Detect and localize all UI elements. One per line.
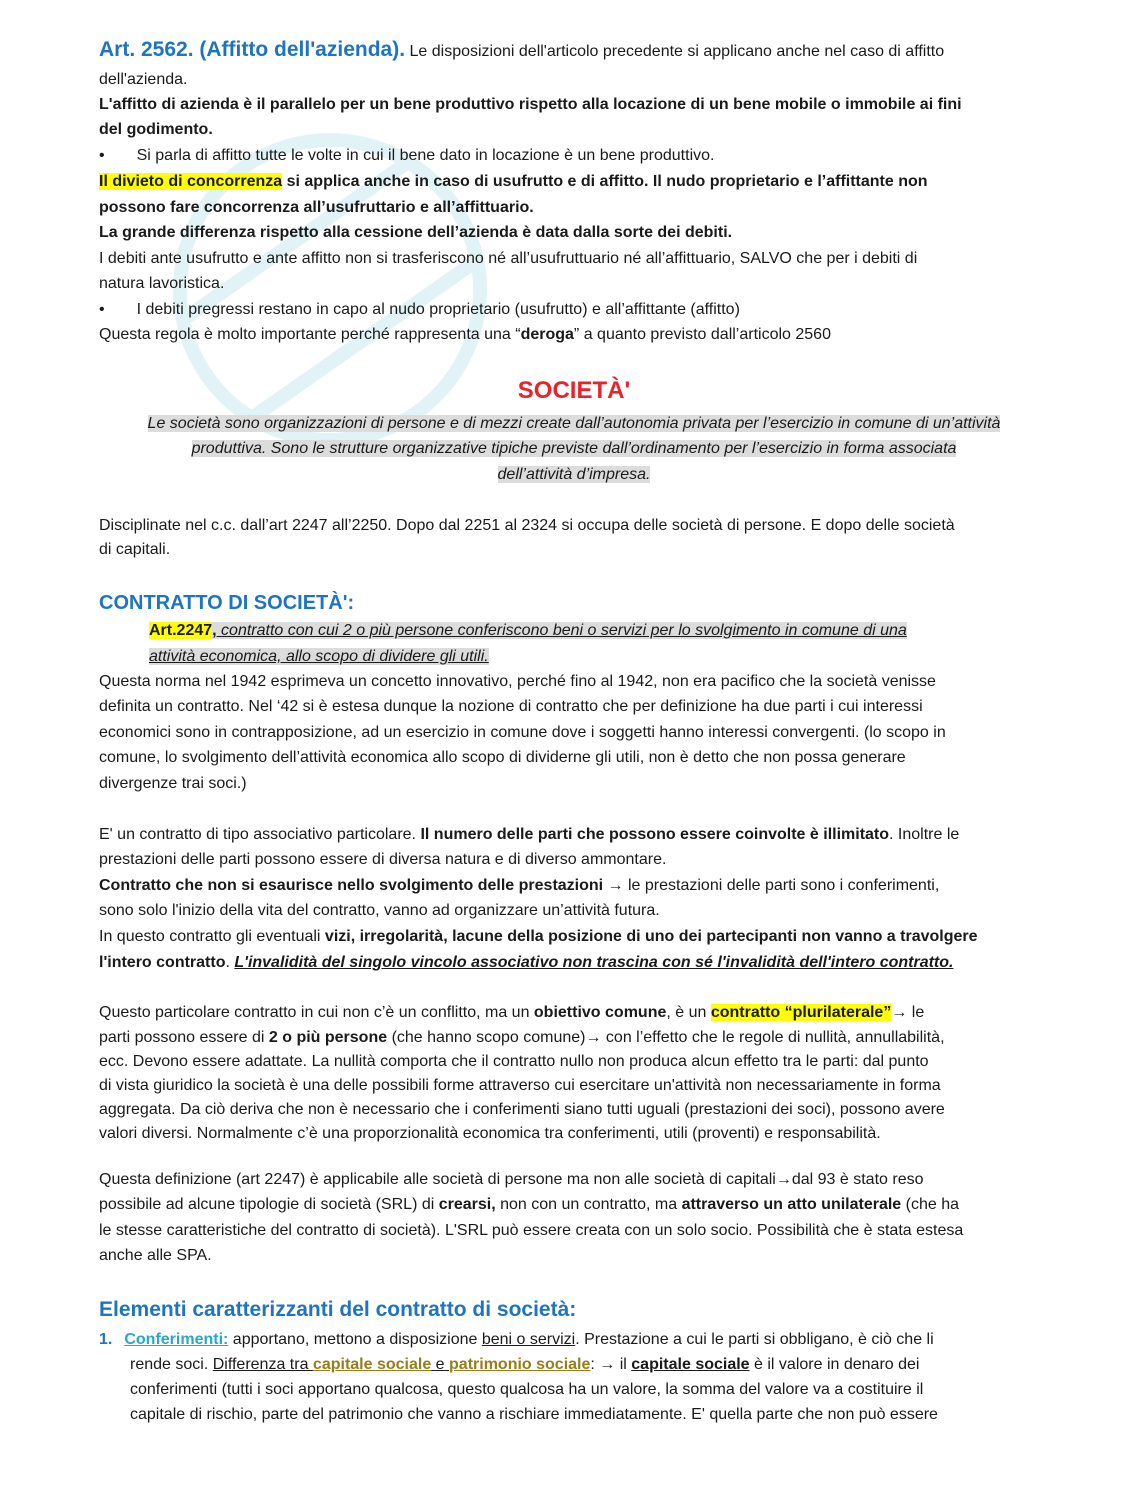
section-heading-contratto: CONTRATTO DI SOCIETÀ': bbox=[99, 592, 355, 614]
text-line: economici sono in contrapposizione, ad un esercizio in comune dove i soggetti hanno interessi convergenti. (lo scopo in bbox=[99, 724, 946, 741]
text-line: valori diversi. Normalmente c’è una proporzionalità economica tra conferimenti, utili (proventi) e responsabilità. bbox=[99, 1125, 881, 1142]
definition-line: Le società sono organizzazioni di persone e di mezzi create dall’autonomia privata per l’esercizio in comune di un’attività bbox=[147, 415, 1001, 432]
text-line: ecc. Devono essere adattate. La nullità comporta che il contratto nullo non produca alcun effetto tra le parti: dal punto bbox=[99, 1053, 929, 1070]
text-line: parti possono essere di 2 o più persone (che hanno scopo comune)→ con l’effetto che le regole di nullità, annullabilità, bbox=[99, 1029, 945, 1046]
text-line: l'intero contratto. L'invalidità del singolo vincolo associativo non trascina con sé l'invalidità dell'intero contratto. bbox=[99, 954, 954, 971]
text-line: Questa regola è molto importante perché rappresenta una “deroga” a quanto previsto dall’articolo 2560 bbox=[99, 326, 831, 343]
art-2562-heading: Art. 2562. (Affitto dell'azienda). bbox=[99, 38, 406, 61]
list-item-line: capitale di rischio, parte del patrimonio che vanno a rischiare immediatamente. E' quella parte che non può essere bbox=[130, 1406, 938, 1423]
text-line-bold: La grande differenza rispetto alla cessione dell’azienda è data dalla sorte dei debiti. bbox=[99, 224, 733, 241]
bullet-icon: • bbox=[99, 147, 105, 164]
highlight: contratto “plurilaterale” bbox=[710, 1004, 892, 1021]
art-2247-label: Art.2247 bbox=[149, 622, 213, 639]
text-line: di capitali. bbox=[99, 541, 171, 558]
text-line: di vista giuridico la società è una delle possibili forme attraverso cui esercitare un'attività non necessariamente in forma bbox=[99, 1077, 941, 1094]
text-line-bold: del godimento. bbox=[99, 121, 213, 138]
bullet-item: • Si parla di affitto tutte le volte in cui il bene dato in locazione è un bene produttivo. bbox=[99, 147, 715, 164]
term-conferimenti: Conferimenti: bbox=[124, 1331, 229, 1348]
text-line: Questa norma nel 1942 esprimeva un concetto innovativo, perché fino al 1942, non era pacifico che la società venisse bbox=[99, 673, 936, 690]
text-line: definita un contratto. Nel ‘42 si è estesa dunque la nozione di contratto che per definizione ha due parti i cui interessi bbox=[99, 698, 923, 715]
text-line-bold: L'affitto di azienda è il parallelo per un bene produttivo rispetto alla locazione di un bene mobile o immobile ai fini bbox=[99, 96, 962, 113]
text-line: prestazioni delle parti possono essere di diversa natura e di diverso ammontare. bbox=[99, 851, 667, 868]
text-line: dell'azienda. bbox=[99, 71, 188, 88]
text-line: E' un contratto di tipo associativo particolare. Il numero delle parti che possono essere coinvolte è illimitato. Inoltre le bbox=[99, 826, 960, 843]
text-line: natura lavoristica. bbox=[99, 275, 225, 292]
text-line: Disciplinate nel c.c. dall’art 2247 all’2250. Dopo dal 2251 al 2324 si occupa delle società di persone. E dopo delle società bbox=[99, 517, 955, 534]
list-item: 1. Conferimenti: apportano, mettono a disposizione beni o servizi. Prestazione a cui le parti si obbligano, è ciò che li bbox=[99, 1331, 934, 1348]
text-line: In questo contratto gli eventuali vizi, irregolarità, lacune della posizione di uno dei partecipanti non vanno a travolgere bbox=[99, 928, 978, 945]
definition-line: produttiva. Sono le strutture organizzative tipiche previste dall’ordinamento per l’esercizio in forma associata bbox=[191, 440, 957, 457]
text-line: divergenze trai soci.) bbox=[99, 775, 247, 792]
text-line: le stesse caratteristiche del contratto di società). L'SRL può essere creata con un solo socio. Possibilità che è stata estesa bbox=[99, 1222, 964, 1239]
highlight: Il divieto di concorrenza bbox=[99, 173, 283, 190]
text-line: I debiti ante usufrutto e ante affitto non si trasferiscono né all’usufruttuario né all’affittuario, SALVO che per i debiti di bbox=[99, 250, 918, 267]
text-line: Questo particolare contratto in cui non c’è un conflitto, ma un obiettivo comune, è un contratto “plurilaterale”→ le bbox=[99, 1004, 925, 1021]
text-line: comune, lo svolgimento dell’attività economica allo scopo di dividerne gli utili, non è detto che non possa generare bbox=[99, 749, 906, 766]
definition-line: dell’attività d’impresa. bbox=[497, 466, 651, 483]
bullet-icon: • bbox=[99, 301, 105, 318]
text-line: sono solo l'inizio della vita del contratto, vanno ad organizzare un’attività futura. bbox=[99, 902, 660, 919]
text-line: aggregata. Da ciò deriva che non è necessario che i conferimenti siano tutti uguali (prestazioni dei soci), possono avere bbox=[99, 1101, 945, 1118]
text-line: Questa definizione (art 2247) è applicabile alle società di persone ma non alle società di capitali→dal 93 è stato reso bbox=[99, 1171, 924, 1188]
text-line: Contratto che non si esaurisce nello svolgimento delle prestazioni → le prestazioni delle parti sono i conferimenti, bbox=[99, 877, 940, 894]
text-line: possibile ad alcune tipologie di società (SRL) di crearsi, non con un contratto, ma attraverso un atto unilaterale (che ha bbox=[99, 1196, 960, 1213]
bullet-item: • I debiti pregressi restano in capo al nudo proprietario (usufrutto) e all’affittante (affitto) bbox=[99, 301, 740, 318]
text-line-bold: possono fare concorrenza all’usufruttario e all’affittuario. bbox=[99, 199, 534, 216]
art-2562-line: Art. 2562. (Affitto dell'azienda). Le disposizioni dell'articolo precedente si applicano anche nel caso di affitto bbox=[99, 38, 945, 61]
list-number: 1. bbox=[99, 1331, 113, 1348]
section-heading-elementi: Elementi caratterizzanti del contratto di società: bbox=[99, 1298, 577, 1321]
art-2247-line: attività economica, allo scopo di dividere gli utili. bbox=[149, 648, 489, 665]
text-line-bold: Il divieto di concorrenza si applica anche in caso di usufrutto e di affitto. Il nudo proprietario e l’affittante non bbox=[99, 173, 928, 190]
list-item-line: conferimenti (tutti i soci apportano qualcosa, questo qualcosa ha un valore, la somma del valore va a costituire il bbox=[130, 1381, 924, 1398]
section-title-societa: SOCIETÀ' bbox=[517, 377, 631, 404]
list-item-line: rende soci. Differenza tra capitale sociale e patrimonio sociale: → il capitale sociale è il valore in denaro dei bbox=[130, 1356, 920, 1373]
art-2247-line: Art.2247, contratto con cui 2 o più persone conferiscono beni o servizi per lo svolgimento in comune di una bbox=[149, 622, 907, 639]
text-line: anche alle SPA. bbox=[99, 1247, 212, 1264]
